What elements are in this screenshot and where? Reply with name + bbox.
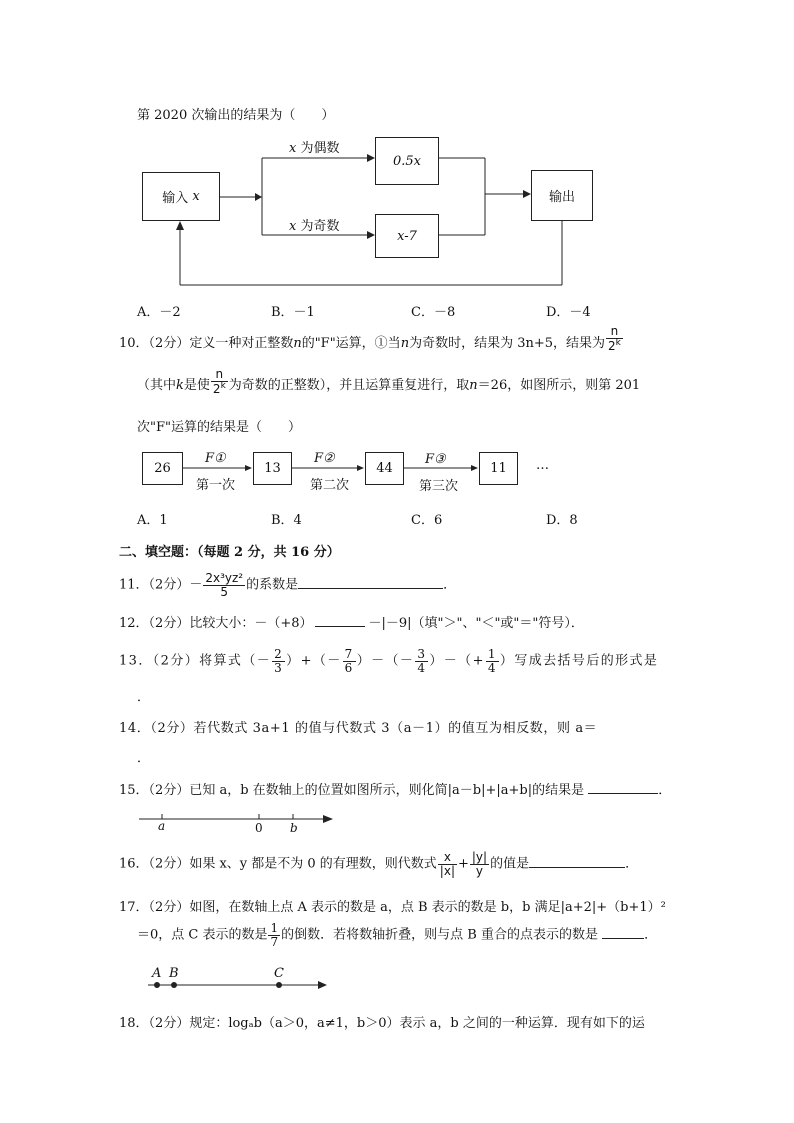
q10-option-c: C．6 (411, 513, 443, 528)
frac-num: n (606, 325, 623, 339)
frac-num: 2 (274, 647, 284, 661)
q17-end: ． (644, 927, 658, 943)
plus-sign: + (457, 856, 469, 872)
odd-op: x-7 (397, 228, 417, 244)
chain-ellipsis: … (536, 458, 549, 473)
chain-op-label: F③ (425, 452, 446, 467)
frac-num: x (438, 851, 457, 865)
q10-text: 为奇数的正整数），并且运算重复进行，取 (228, 378, 470, 393)
odd-var: x (289, 219, 297, 234)
frac-num: 2x³yz² (205, 571, 244, 585)
point-c-dot (276, 982, 282, 988)
q17-line1: 17．（2分）如图，在数轴上点 A 表示的数是 a，点 B 表示的数是 b，b 满足|a+2|+（b+1）² (119, 900, 666, 915)
chain-step-label: 第二次 (310, 478, 350, 493)
q16-text: 的值是 (490, 856, 530, 872)
frac-den: 5 (220, 584, 229, 599)
frac-num: |y| (471, 850, 488, 864)
q11-end: ． (443, 577, 457, 593)
frac-den: 4 (487, 660, 497, 675)
q9-option-c: C．－8 (411, 305, 456, 320)
section-title: 二、填空题：（每题 2 分，共 16 分） (119, 545, 340, 560)
q9-option-a: A．－2 (137, 305, 181, 320)
chain-step-label: 第一次 (196, 478, 236, 493)
flow-output-label: 输出 (548, 190, 575, 205)
q17-label-B: B (169, 966, 179, 981)
frac-num: n (211, 368, 228, 382)
q15-end: ． (658, 783, 672, 798)
even-var: x (289, 141, 297, 156)
q11-suffix: 的系数是 (246, 577, 299, 593)
var-k: k (176, 378, 184, 393)
flow-input-label: 输入 (162, 191, 189, 206)
frac-num: 3 (417, 647, 427, 661)
q10-option-d: D．8 (546, 513, 578, 528)
q10-text: 是使 (183, 378, 210, 393)
even-op: 0.5x (392, 153, 421, 169)
q13-text: 13．（2分）将算式（－ (119, 653, 272, 669)
q10-text: 的"F"运算，①当 (301, 336, 401, 351)
q10-text: （其中 (137, 378, 177, 393)
frac-den-base: 2 (212, 381, 221, 396)
frac-den: |x| (439, 863, 455, 878)
q14: 14．（2分）若代数式 3a+1 的值与代数式 3（a－1）的值互为相反数，则 a＝ (119, 721, 598, 736)
point-b-dot (171, 982, 177, 988)
q15-text: 15．（2分）已知 a，b 在数轴上的位置如图所示，则化简|a－b|+|a+b|的结果是 (119, 783, 585, 798)
frac-den-exp: k (615, 337, 621, 348)
flow-input-var: x (192, 189, 200, 204)
q12-text: －|－9|（填"＞"、"＜"或"＝"符号）． (368, 616, 584, 631)
var-n: n (400, 336, 410, 351)
chain-value-box: 13 (253, 452, 292, 485)
frac-den-exp: k (220, 380, 226, 391)
q11-prefix: 11．（2分）－ (119, 577, 203, 593)
q16-end: ． (625, 856, 639, 872)
q13-text: ）写成去括号后的形式是 (499, 653, 659, 669)
q14-line2: ． (137, 751, 151, 766)
frac-num: 7 (344, 647, 354, 661)
q9-option-b: B．－1 (271, 305, 315, 320)
var-n: n (469, 378, 478, 393)
q13-text: ）－（+ (429, 653, 485, 669)
q10-option-a: A．1 (137, 513, 168, 528)
q9-intro: 第 2020 次输出的结果为（ ） (137, 108, 335, 123)
q17-text: 的倒数．若将数轴折叠，则与点 B 重合的点表示的数是 (281, 927, 598, 943)
q10-line3: 次"F"运算的结果是（ ） (137, 420, 301, 435)
q15-label-a: a (158, 819, 166, 833)
frac-den: 3 (274, 660, 284, 675)
chain-op-label: F② (314, 451, 335, 466)
q17-label-C: C (274, 966, 284, 981)
q10-text: 为奇数时，结果为 3n+5，结果为 (409, 336, 606, 351)
frac-den-base: 2 (608, 338, 616, 353)
frac-num: 1 (487, 647, 497, 661)
frac-den: y (475, 863, 484, 878)
frac-den: 6 (344, 660, 354, 675)
point-a-dot (154, 982, 160, 988)
chain-step-label: 第三次 (419, 479, 459, 494)
arrow-head-icon (318, 981, 327, 989)
odd-cond: 为奇数 (300, 219, 340, 234)
q15-label-b: b (290, 821, 298, 835)
q17-text: ＝0，点 C 表示的数是 (137, 927, 268, 943)
chain-value-box: 44 (365, 452, 404, 485)
q18: 18．（2分）规定：logₐb（a＞0，a≠1，b＞0）表示 a，b 之间的一种运算．现有如下的运 (119, 1016, 645, 1031)
frac-den: 4 (417, 660, 427, 675)
q12-text: 12．（2分）比较大小：－（+8） (119, 616, 313, 631)
q9-option-d: D．－4 (546, 305, 591, 320)
q10-option-b: B．4 (271, 513, 302, 528)
q17-label-A: A (152, 966, 162, 981)
q15-label-zero: 0 (255, 821, 263, 835)
chain-value-box: 11 (479, 452, 518, 485)
even-cond: 为偶数 (300, 141, 340, 156)
q13-text: ）－（－ (356, 653, 415, 669)
q16-text: 16．（2分）如果 x、y 都是不为 0 的有理数，则代数式 (119, 856, 437, 872)
q10-text: ＝26，如图所示，则第 201 (477, 378, 641, 393)
q13-line2: ． (137, 690, 151, 705)
chain-op-label: F① (205, 451, 226, 466)
q10-text: 10．（2分）定义一种对正整数 (119, 336, 294, 351)
var-n: n (293, 336, 302, 351)
q13-text: ）+（－ (286, 653, 342, 669)
chain-value-box: 26 (142, 452, 183, 485)
frac-num: 1 (270, 921, 279, 935)
frac-den: 7 (270, 934, 279, 949)
